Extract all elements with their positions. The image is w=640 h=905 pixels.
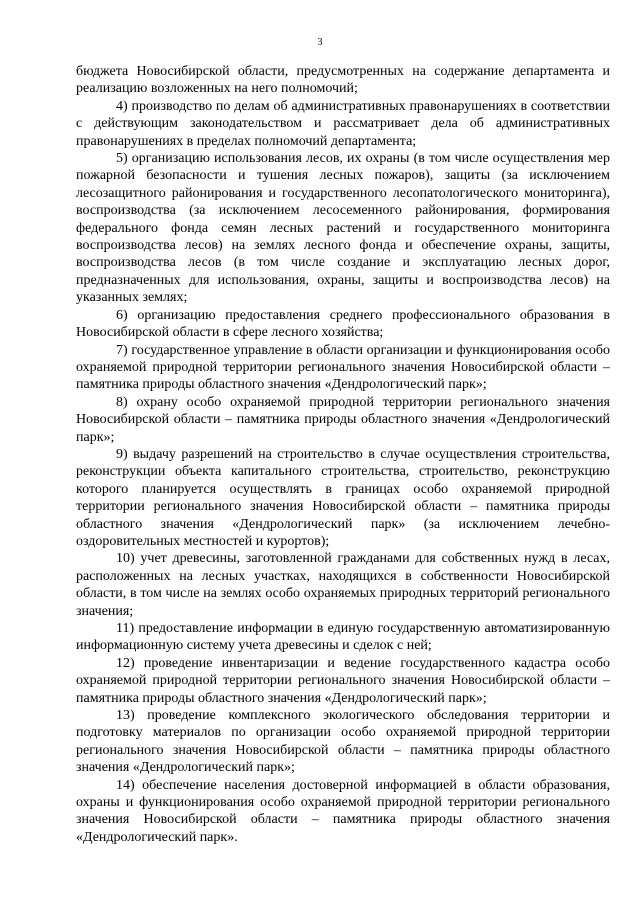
paragraph-item-14: 14) обеспечение населения достоверной информацией в области образования, охраны и функционирования особо охраняемой природной территории регионального значения Новосибирской области – памятника природы областного значения «Дендрологический парк». bbox=[76, 777, 610, 845]
paragraph-item-6: 6) организацию предоставления среднего профессионального образования в Новосибирской области в сфере лесного хозяйства; bbox=[76, 307, 610, 341]
paragraph-item-7: 7) государственное управление в области организации и функционирования особо охраняемой природной территории регионального значения Новосибирской области – памятника природы областного значения «Дендрологический парк»; bbox=[76, 342, 610, 393]
paragraph-item-5: 5) организацию использования лесов, их охраны (в том числе осуществления мер пожарной безопасности и тушения лесных пожаров), защиты (за исключением лесозащитного районирования и государственного лесопатологического мониторинга), воспроизводства (за исключением лесосеменного районирования, формирования федерального фонда семян лесных растений и государственного мониторинга воспроизводства лесов) на землях лесного фонда и обеспечение охраны, защиты, воспроизводства лесов (в том числе создание и эксплуатацию лесных дорог, предназначенных для использования, охраны, защиты и воспроизводства лесов) на указанных землях; bbox=[76, 151, 610, 306]
page-number: 3 bbox=[317, 37, 323, 48]
paragraph-item-12: 12) проведение инвентаризации и ведение государственного кадастра особо охраняемой природной территории регионального значения Новосибирской области – памятника природы областного значения «Дендрологический парк»; bbox=[76, 655, 610, 706]
paragraph-item-8: 8) охрану особо охраняемой природной территории регионального значения Новосибирской области – памятника природы областного значения «Дендрологический парк»; bbox=[76, 394, 610, 445]
paragraph-continuation: бюджета Новосибирской области, предусмотренных на содержание департамента и реализацию возложенных на него полномочий; bbox=[76, 64, 610, 97]
paragraph-item-4: 4) производство по делам об административных правонарушениях в соответствии с действующим законодательством и рассматривает дела об административных правонарушениях в пределах полномочий департамента; bbox=[76, 98, 610, 149]
paragraph-item-9: 9) выдачу разрешений на строительство в случае осуществления строительства, реконструкции объекта капитального строительства, строительство, реконструкцию которого планируется осуществлять в границах особо охраняемой природной территории регионального значения Новосибирской области – памятника природы областного значения «Дендрологический парк» (за исключением лечебно-оздоровительных местностей и курортов); bbox=[76, 446, 610, 549]
paragraph-item-11: 11) предоставление информации в единую государственную автоматизированную информационную систему учета древесины и сделок с ней; bbox=[76, 621, 610, 654]
body-text bbox=[76, 63, 610, 846]
paragraph-item-10: 10) учет древесины, заготовленной гражданами для собственных нужд в лесах, расположенных на лесных участках, находящихся в собственности Новосибирской области, в том числе на землях особо охраняемых природных территорий регионального значения; bbox=[76, 551, 610, 619]
paragraph-item-13: 13) проведение комплексного экологического обследования территории и подготовку материалов по организации особо охраняемой природной территории регионального значения Новосибирской области – памятника природы областного значения «Дендрологический парк»; bbox=[76, 708, 610, 776]
